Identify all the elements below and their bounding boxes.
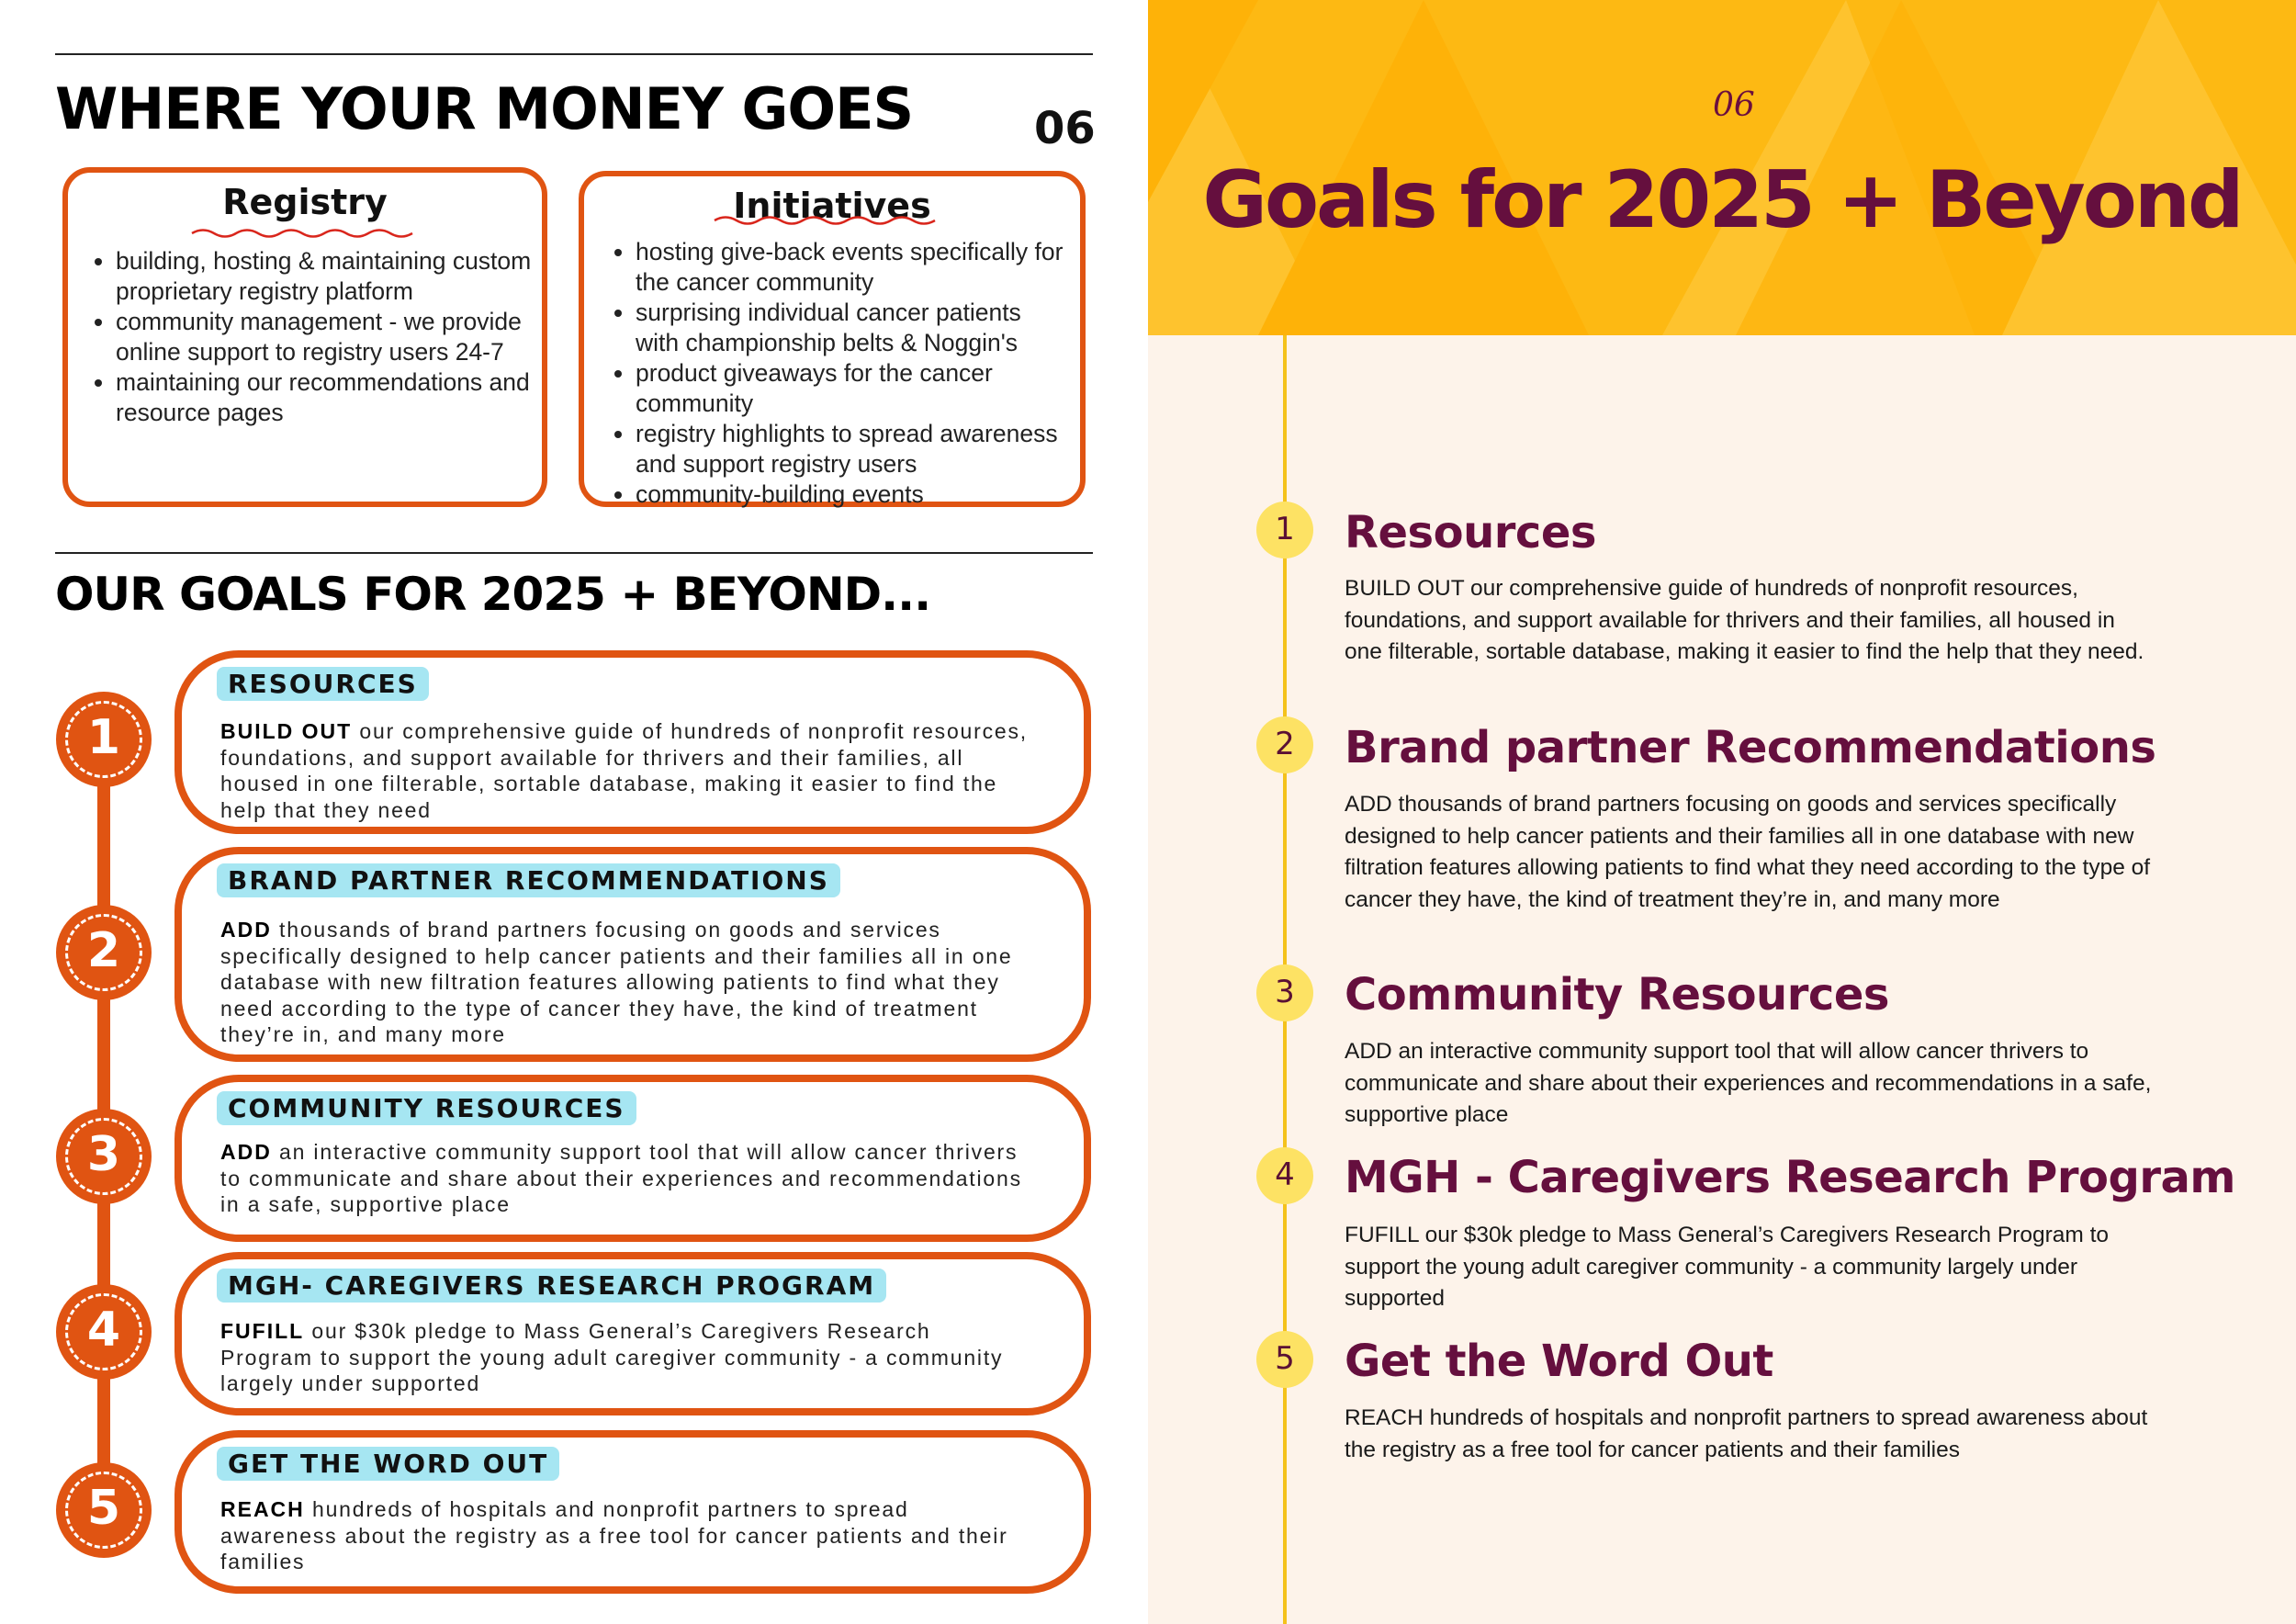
page-number: 06 xyxy=(1713,86,1755,124)
step-number-4: 4 xyxy=(56,1284,152,1380)
registry-title: Registry xyxy=(222,182,388,222)
list-item: • product giveaways for the cancer community xyxy=(636,358,1071,419)
squiggle-underline xyxy=(713,213,951,226)
goal-card-community xyxy=(174,1075,1091,1242)
goal-text: ADD an interactive community support tool that will allow cancer thrivers to communicate and share about their experiences and recommendations in a safe, supportive place xyxy=(220,1140,1022,1216)
initiatives-list xyxy=(636,237,1071,510)
list-item: • maintaining our recommendations and resource pages xyxy=(116,367,533,428)
initiatives-title: Initiatives xyxy=(733,186,931,226)
step-number-1: 1 xyxy=(1256,502,1313,558)
goal-text: ADD thousands of brand partners focusing on goods and services specifically designed to help cancer patients and their families all in one database with new filtration features allowing patients to find what they need according to the type of cancer they have, the kind of treatment they’re in, and many more xyxy=(220,918,1013,1046)
goal-label: MGH- CAREGIVERS RESEARCH PROGRAM xyxy=(217,1269,886,1303)
goal-card-brand-partners xyxy=(174,847,1091,1062)
goal-card-resources xyxy=(174,650,1091,834)
list-item: • community management - we provide online support to registry users 24-7 xyxy=(116,307,533,367)
goal-heading: MGH - Caregivers Research Program xyxy=(1345,1152,2235,1203)
right-page xyxy=(1148,0,2296,1624)
step-number-5: 5 xyxy=(1256,1331,1313,1388)
goal-heading: Brand partner Recommendations xyxy=(1345,722,2156,773)
mid-divider xyxy=(55,552,1093,554)
goal-text: REACH hundreds of hospitals and nonprofit partners to spread awareness about the registry as a free tool for cancer patients and their families xyxy=(1345,1405,2148,1462)
goal-heading: Get the Word Out xyxy=(1345,1336,1773,1387)
goals-section-title: OUR GOALS FOR 2025 + BEYOND... xyxy=(55,568,931,621)
goal-card-mgh xyxy=(174,1252,1091,1415)
step-number-2: 2 xyxy=(56,905,152,1000)
title-banner xyxy=(1148,0,2296,335)
goal-heading: Community Resources xyxy=(1345,969,1889,1021)
goal-label: RESOURCES xyxy=(217,667,429,701)
list-item: • surprising individual cancer patients with championship belts & Noggin's xyxy=(636,298,1071,358)
registry-box xyxy=(62,167,547,507)
step-number-3: 3 xyxy=(1256,964,1313,1021)
list-item: • hosting give-back events specifically for the cancer community xyxy=(636,237,1071,298)
list-item: • building, hosting & maintaining custom proprietary registry platform xyxy=(116,246,533,307)
step-number-1: 1 xyxy=(56,692,152,787)
top-divider xyxy=(55,53,1093,55)
step-number-3: 3 xyxy=(56,1109,152,1204)
goal-text: BUILD OUT our comprehensive guide of hundreds of nonprofit resources, foundations, and support available for thrivers and their families, all housed in one filterable, sortable database, making it easier to find the help that they need xyxy=(220,719,1028,822)
page-title: Goals for 2025 + Beyond xyxy=(1202,154,2242,246)
page-number: 06 xyxy=(1034,103,1096,154)
step-number-4: 4 xyxy=(1256,1147,1313,1204)
goal-label: GET THE WORD OUT xyxy=(217,1447,559,1481)
goal-label: BRAND PARTNER RECOMMENDATIONS xyxy=(217,863,840,897)
goal-text: FUFILL our $30k pledge to Mass General’s Caregivers Research Program to support the young adult caregiver community - a community largely under supported xyxy=(220,1319,1004,1395)
goal-text: REACH hundreds of hospitals and nonprofit partners to spread awareness about the registry as a free tool for cancer patients and their families xyxy=(220,1497,1008,1573)
squiggle-underline xyxy=(190,226,420,239)
list-item: • community-building events xyxy=(636,479,1071,510)
goal-label: COMMUNITY RESOURCES xyxy=(217,1091,636,1125)
step-number-5: 5 xyxy=(56,1462,152,1558)
list-item: • registry highlights to spread awareness and support registry users xyxy=(636,419,1071,479)
goal-heading: Resources xyxy=(1345,507,1596,558)
step-number-2: 2 xyxy=(1256,716,1313,773)
goal-text: ADD an interactive community support tool that will allow cancer thrivers to communicate and share about their experiences and recommendations in a safe, supportive place xyxy=(1345,1039,2152,1127)
goal-card-word-out xyxy=(174,1430,1091,1594)
goal-text: BUILD OUT our comprehensive guide of hundreds of nonprofit resources, foundations, and support available for thrivers and their families, all housed in one filterable, sortable database, making it easier to find the help that they need. xyxy=(1345,576,2144,664)
registry-list xyxy=(116,246,533,428)
money-section-title: WHERE YOUR MONEY GOES xyxy=(55,75,914,142)
initiatives-box xyxy=(579,171,1086,507)
goal-text: FUFILL our $30k pledge to Mass General’s Caregivers Research Program to support the young adult caregiver community - a community largely under supported xyxy=(1345,1223,2110,1311)
goal-text: ADD thousands of brand partners focusing on goods and services specifically designed to help cancer patients and their families all in one database with new filtration features allowing patients to find what they need according to the type of cancer they have, the kind of treatment they’re in, and many more xyxy=(1345,792,2151,912)
